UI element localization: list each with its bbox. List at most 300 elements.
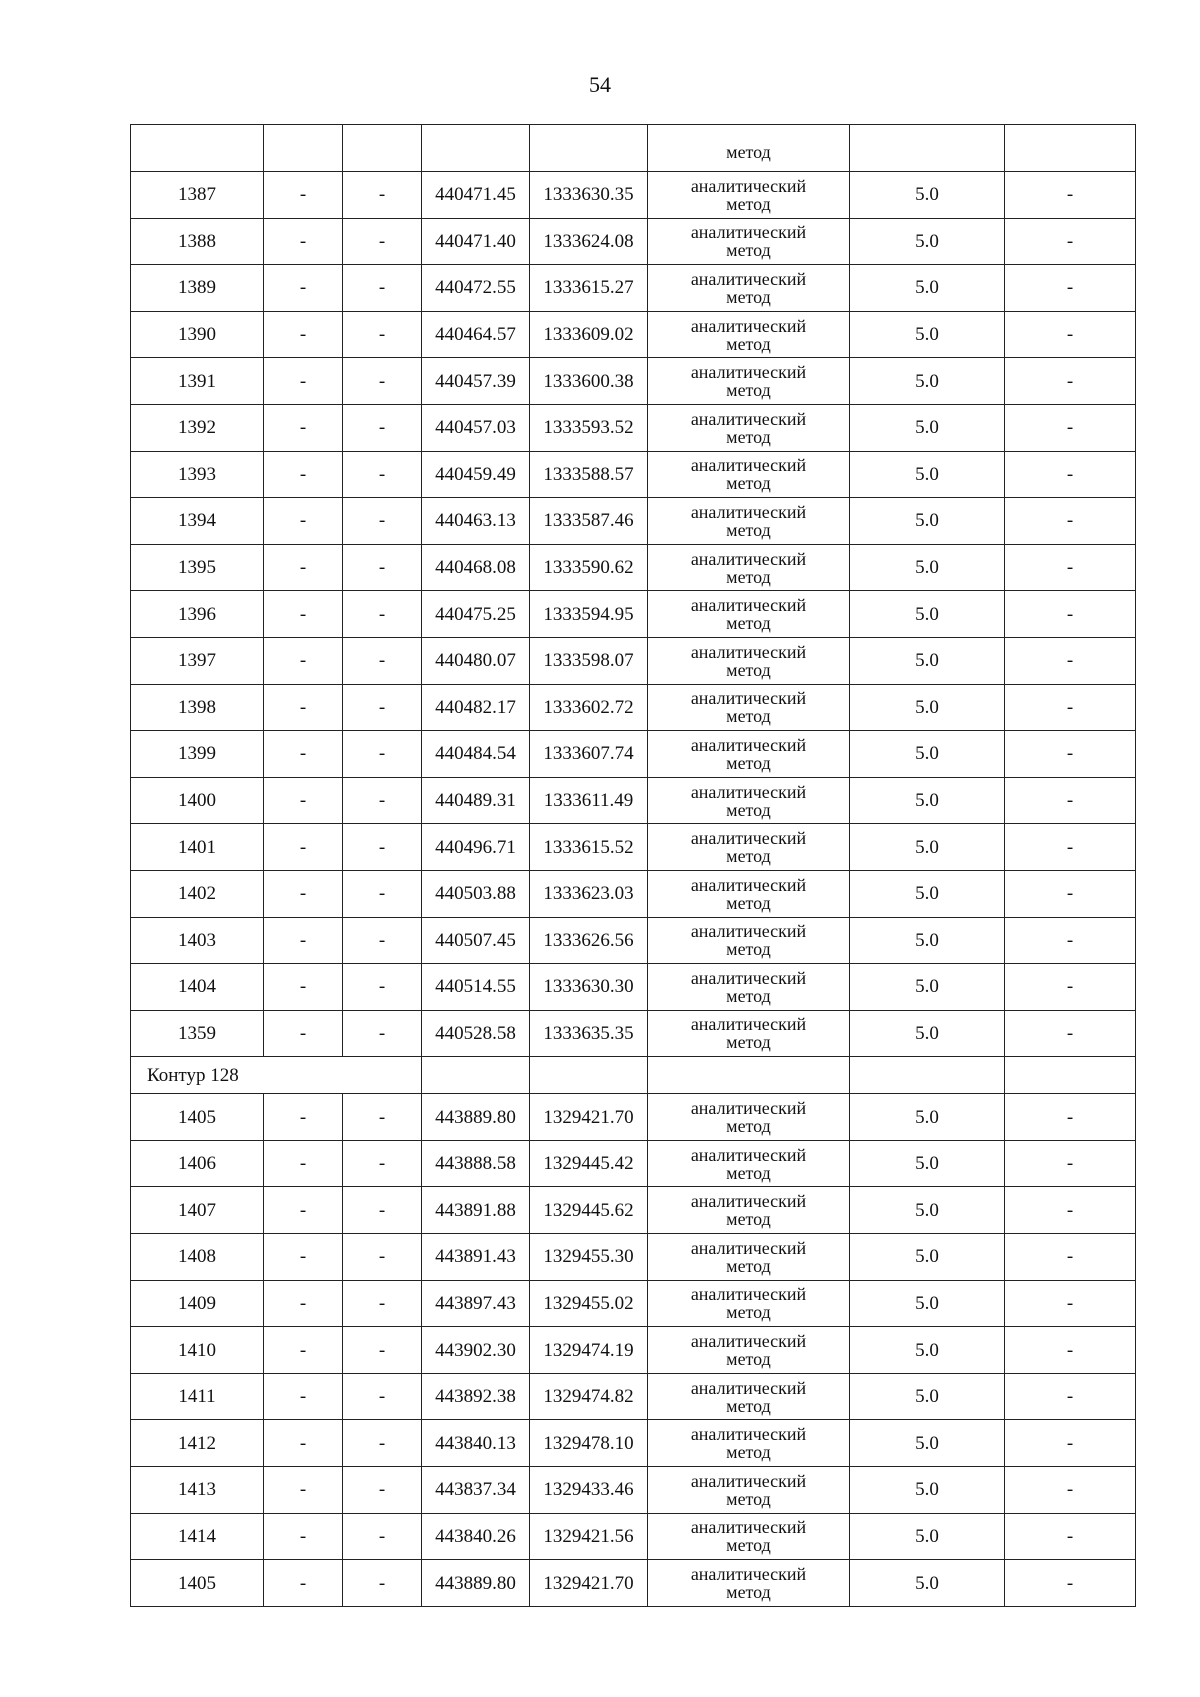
dash-cell: - [264,1187,343,1234]
x-coordinate-cell: 440480.07 [422,637,530,684]
method-line-2: метод [726,240,771,261]
method-line-2: метод [726,1255,771,1276]
method-line-1: аналитический [690,688,807,709]
method-cell [648,870,850,917]
method-line-2: метод [726,892,771,913]
dash-cell: - [264,637,343,684]
x-coordinate-cell: 440472.55 [422,265,530,312]
dash-cell: - [264,311,343,358]
dash-cell: - [343,1234,422,1281]
y-coordinate-cell: 1333615.52 [530,824,648,871]
dash-cell: - [1005,358,1136,405]
dash-cell: - [343,917,422,964]
dash-cell: - [343,1373,422,1420]
table-row [131,1513,1136,1560]
y-coordinate-cell: 1329445.62 [530,1187,648,1234]
method-line-2: метод [726,939,771,960]
accuracy-cell: 5.0 [850,591,1005,638]
table-row [131,358,1136,405]
x-coordinate-cell: 440464.57 [422,311,530,358]
method-line-1: аналитический [690,1144,807,1165]
dash-cell: - [264,1010,343,1057]
method-line-1: аналитический [690,781,807,802]
table-cell [131,125,264,172]
y-coordinate-cell: 1329421.70 [530,1094,648,1141]
x-coordinate-cell: 440475.25 [422,591,530,638]
method-line-2: метод [726,1209,771,1230]
dash-cell: - [1005,1513,1136,1560]
method-line-1: аналитический [690,921,807,942]
method-line-2: метод [726,566,771,587]
method-cell [648,1513,850,1560]
table-row [131,1187,1136,1234]
table-row [131,498,1136,545]
table-row [131,1140,1136,1187]
dash-cell: - [264,684,343,731]
dash-cell: - [264,824,343,871]
table-row [131,1234,1136,1281]
method-line-1: аналитический [690,967,807,988]
method-cell [648,358,850,405]
dash-cell: - [343,265,422,312]
point-number-cell: 1359 [131,1010,264,1057]
method-line-2: метод [726,1395,771,1416]
y-coordinate-cell: 1333590.62 [530,544,648,591]
dash-cell: - [343,637,422,684]
table-body [131,125,1136,1607]
method-line-2: метод [726,519,771,540]
table-cell [422,125,530,172]
method-cell [648,404,850,451]
dash-cell: - [1005,684,1136,731]
dash-cell: - [343,1513,422,1560]
dash-cell: - [264,731,343,778]
accuracy-cell: 5.0 [850,404,1005,451]
table-row [131,265,1136,312]
method-line-2: метод [726,473,771,494]
x-coordinate-cell: 443889.80 [422,1094,530,1141]
table-row [131,1010,1136,1057]
point-number-cell: 1403 [131,917,264,964]
method-line-1: аналитический [690,1517,807,1538]
x-coordinate-cell: 440459.49 [422,451,530,498]
method-line-1: аналитический [690,1191,807,1212]
coordinates-table [130,124,1136,1607]
accuracy-cell: 5.0 [850,498,1005,545]
method-line-2: метод [726,1349,771,1370]
table-row [131,1373,1136,1420]
dash-cell: - [343,684,422,731]
method-line-2: метод [726,286,771,307]
dash-cell: - [1005,1234,1136,1281]
method-line-1: аналитический [690,455,807,476]
dash-cell: - [1005,637,1136,684]
dash-cell: - [1005,311,1136,358]
y-coordinate-cell: 1333615.27 [530,265,648,312]
dash-cell: - [1005,1327,1136,1374]
x-coordinate-cell: 440457.39 [422,358,530,405]
method-line-2: метод [726,799,771,820]
x-coordinate-cell: 443891.43 [422,1234,530,1281]
dash-cell: - [264,1467,343,1514]
point-number-cell: 1393 [131,451,264,498]
y-coordinate-cell: 1333635.35 [530,1010,648,1057]
table-row [131,917,1136,964]
method-line-2: метод [726,1535,771,1556]
accuracy-cell: 5.0 [850,1513,1005,1560]
method-line-1: аналитический [690,1377,807,1398]
dash-cell: - [343,451,422,498]
method-cell [648,637,850,684]
accuracy-cell: 5.0 [850,1467,1005,1514]
point-number-cell: 1414 [131,1513,264,1560]
accuracy-cell: 5.0 [850,917,1005,964]
accuracy-cell: 5.0 [850,1280,1005,1327]
dash-cell: - [264,404,343,451]
accuracy-cell: 5.0 [850,1010,1005,1057]
dash-cell: - [343,1467,422,1514]
accuracy-cell: 5.0 [850,544,1005,591]
x-coordinate-cell: 443897.43 [422,1280,530,1327]
method-cell [648,731,850,778]
dash-cell: - [343,964,422,1011]
dash-cell: - [264,498,343,545]
method-line-1: аналитический [690,268,807,289]
accuracy-cell: 5.0 [850,1140,1005,1187]
dash-cell: - [343,1280,422,1327]
table-row [131,1560,1136,1607]
point-number-cell: 1394 [131,498,264,545]
dash-cell: - [264,1280,343,1327]
dash-cell: - [264,1373,343,1420]
method-cell [648,684,850,731]
point-number-cell: 1390 [131,311,264,358]
method-line-1: аналитический [690,501,807,522]
x-coordinate-cell: 443892.38 [422,1373,530,1420]
dash-cell: - [1005,591,1136,638]
accuracy-cell: 5.0 [850,311,1005,358]
method-cell [648,1140,850,1187]
table-row [131,172,1136,219]
x-coordinate-cell: 443889.80 [422,1560,530,1607]
accuracy-cell: 5.0 [850,1327,1005,1374]
dash-cell: - [1005,1094,1136,1141]
method-line-1: аналитический [690,362,807,383]
x-coordinate-cell: 443837.34 [422,1467,530,1514]
method-cell [648,1420,850,1467]
section-label: Контур 128 [131,1057,422,1094]
accuracy-cell: 5.0 [850,964,1005,1011]
accuracy-cell: 5.0 [850,451,1005,498]
dash-cell: - [1005,1373,1136,1420]
method-line-2: метод [726,752,771,773]
method-cell [648,824,850,871]
method-line-1: аналитический [690,1564,807,1585]
x-coordinate-cell: 440528.58 [422,1010,530,1057]
method-cell [648,498,850,545]
method-line-2: метод [726,1162,771,1183]
x-coordinate-cell: 440496.71 [422,824,530,871]
dash-cell: - [264,265,343,312]
point-number-cell: 1413 [131,1467,264,1514]
x-coordinate-cell: 443840.26 [422,1513,530,1560]
method-line-2: метод [726,380,771,401]
accuracy-cell: 5.0 [850,824,1005,871]
method-line-2: метод [726,426,771,447]
x-coordinate-cell: 440471.40 [422,218,530,265]
table-cell [1005,1057,1136,1094]
table-row [131,404,1136,451]
method-line-1: аналитический [690,548,807,569]
dash-cell: - [343,1560,422,1607]
method-cell [648,964,850,1011]
point-number-cell: 1389 [131,265,264,312]
method-cell: метод [648,125,850,172]
y-coordinate-cell: 1333588.57 [530,451,648,498]
table-row [131,544,1136,591]
y-coordinate-cell: 1333624.08 [530,218,648,265]
accuracy-cell: 5.0 [850,1373,1005,1420]
x-coordinate-cell: 440514.55 [422,964,530,1011]
point-number-cell: 1388 [131,218,264,265]
point-number-cell: 1406 [131,1140,264,1187]
dash-cell: - [264,1420,343,1467]
method-cell [648,265,850,312]
method-line-2: метод [726,333,771,354]
method-line-1: аналитический [690,734,807,755]
accuracy-cell: 5.0 [850,1560,1005,1607]
method-cell [648,1010,850,1057]
method-line-2: метод [726,1032,771,1053]
method-line-1: аналитический [690,1470,807,1491]
point-number-cell: 1409 [131,1280,264,1327]
method-cell [648,172,850,219]
point-number-cell: 1392 [131,404,264,451]
dash-cell: - [264,1140,343,1187]
method-cell [648,218,850,265]
method-line-2: метод [726,706,771,727]
y-coordinate-cell: 1329455.02 [530,1280,648,1327]
table-row [131,964,1136,1011]
y-coordinate-cell: 1333611.49 [530,777,648,824]
method-cell [648,1187,850,1234]
method-line-1: аналитический [690,1098,807,1119]
method-line-1: аналитический [690,408,807,429]
point-number-cell: 1391 [131,358,264,405]
table-row [131,591,1136,638]
y-coordinate-cell: 1329433.46 [530,1467,648,1514]
dash-cell: - [1005,544,1136,591]
dash-cell: - [1005,218,1136,265]
dash-cell: - [343,404,422,451]
dash-cell: - [264,1234,343,1281]
point-number-cell: 1387 [131,172,264,219]
y-coordinate-cell: 1333626.56 [530,917,648,964]
x-coordinate-cell: 440457.03 [422,404,530,451]
section-row [131,1057,1136,1094]
dash-cell: - [1005,1140,1136,1187]
x-coordinate-cell: 440463.13 [422,498,530,545]
accuracy-cell: 5.0 [850,637,1005,684]
dash-cell: - [343,1010,422,1057]
dash-cell: - [1005,917,1136,964]
y-coordinate-cell: 1333593.52 [530,404,648,451]
table-cell [1005,125,1136,172]
dash-cell: - [1005,964,1136,1011]
method-line-1: аналитический [690,595,807,616]
y-coordinate-cell: 1329421.70 [530,1560,648,1607]
accuracy-cell: 5.0 [850,358,1005,405]
accuracy-cell: 5.0 [850,1420,1005,1467]
dash-cell: - [264,870,343,917]
method-line-1: аналитический [690,222,807,243]
method-cell [648,1560,850,1607]
dash-cell: - [343,731,422,778]
method-cell [648,1234,850,1281]
dash-cell: - [343,870,422,917]
method-line-2: метод [726,1442,771,1463]
y-coordinate-cell: 1329445.42 [530,1140,648,1187]
point-number-cell: 1408 [131,1234,264,1281]
accuracy-cell: 5.0 [850,731,1005,778]
point-number-cell: 1405 [131,1094,264,1141]
y-coordinate-cell: 1333598.07 [530,637,648,684]
point-number-cell: 1400 [131,777,264,824]
method-cell [648,1467,850,1514]
dash-cell: - [1005,498,1136,545]
method-line-1: аналитический [690,1331,807,1352]
y-coordinate-cell: 1333600.38 [530,358,648,405]
table-row [131,870,1136,917]
dash-cell: - [264,451,343,498]
dash-cell: - [1005,1187,1136,1234]
table-row [131,777,1136,824]
table-row [131,1327,1136,1374]
table-row [131,1420,1136,1467]
x-coordinate-cell: 440489.31 [422,777,530,824]
accuracy-cell: 5.0 [850,870,1005,917]
x-coordinate-cell: 443891.88 [422,1187,530,1234]
dash-cell: - [264,1513,343,1560]
dash-cell: - [1005,824,1136,871]
accuracy-cell: 5.0 [850,265,1005,312]
dash-cell: - [343,544,422,591]
table-cell [264,125,343,172]
method-line-1: аналитический [690,175,807,196]
dash-cell: - [264,218,343,265]
table-row [131,1094,1136,1141]
x-coordinate-cell: 440484.54 [422,731,530,778]
method-cell [648,1373,850,1420]
dash-cell: - [343,358,422,405]
point-number-cell: 1397 [131,637,264,684]
method-line-2: метод [726,1488,771,1509]
dash-cell: - [343,172,422,219]
point-number-cell: 1410 [131,1327,264,1374]
method-cell [648,311,850,358]
y-coordinate-cell: 1329474.19 [530,1327,648,1374]
table-row [131,311,1136,358]
accuracy-cell: 5.0 [850,777,1005,824]
page-number: 54 [589,72,611,97]
y-coordinate-cell: 1333602.72 [530,684,648,731]
method-line-1: аналитический [690,641,807,662]
method-line-1: аналитический [690,1237,807,1258]
dash-cell: - [264,544,343,591]
x-coordinate-cell: 443902.30 [422,1327,530,1374]
dash-cell: - [343,591,422,638]
dash-cell: - [343,1187,422,1234]
y-coordinate-cell: 1329474.82 [530,1373,648,1420]
table-cell [648,1057,850,1094]
method-line-2: метод [726,193,771,214]
table-row [131,684,1136,731]
y-coordinate-cell: 1333630.35 [530,172,648,219]
continuation-row [131,125,1136,172]
method-line-2: метод [726,846,771,867]
y-coordinate-cell: 1333607.74 [530,731,648,778]
point-number-cell: 1404 [131,964,264,1011]
dash-cell: - [1005,1280,1136,1327]
table-cell [530,1057,648,1094]
dash-cell: - [1005,1467,1136,1514]
dash-cell: - [1005,1420,1136,1467]
dash-cell: - [264,1094,343,1141]
point-number-cell: 1401 [131,824,264,871]
method-cell [648,917,850,964]
dash-cell: - [264,1327,343,1374]
y-coordinate-cell: 1333609.02 [530,311,648,358]
table-cell [850,125,1005,172]
y-coordinate-cell: 1333587.46 [530,498,648,545]
point-number-cell: 1402 [131,870,264,917]
method-cell [648,1327,850,1374]
accuracy-cell: 5.0 [850,1234,1005,1281]
dash-cell: - [343,218,422,265]
method-line-2: метод [726,1302,771,1323]
dash-cell: - [343,1327,422,1374]
y-coordinate-cell: 1333630.30 [530,964,648,1011]
dash-cell: - [1005,1010,1136,1057]
dash-cell: - [343,1094,422,1141]
table-row [131,824,1136,871]
method-cell [648,451,850,498]
table-row [131,637,1136,684]
method-cell [648,544,850,591]
point-number-cell: 1412 [131,1420,264,1467]
dash-cell: - [264,172,343,219]
method-cell [648,1094,850,1141]
accuracy-cell: 5.0 [850,1187,1005,1234]
method-line-2: метод [726,985,771,1006]
dash-cell: - [1005,777,1136,824]
dash-cell: - [343,777,422,824]
dash-cell: - [264,964,343,1011]
table-cell [343,125,422,172]
accuracy-cell: 5.0 [850,1094,1005,1141]
dash-cell: - [1005,172,1136,219]
method-cell [648,591,850,638]
x-coordinate-cell: 443840.13 [422,1420,530,1467]
x-coordinate-cell: 440503.88 [422,870,530,917]
table-row [131,731,1136,778]
dash-cell: - [1005,451,1136,498]
dash-cell: - [264,358,343,405]
dash-cell: - [1005,265,1136,312]
dash-cell: - [264,591,343,638]
y-coordinate-cell: 1333623.03 [530,870,648,917]
point-number-cell: 1399 [131,731,264,778]
